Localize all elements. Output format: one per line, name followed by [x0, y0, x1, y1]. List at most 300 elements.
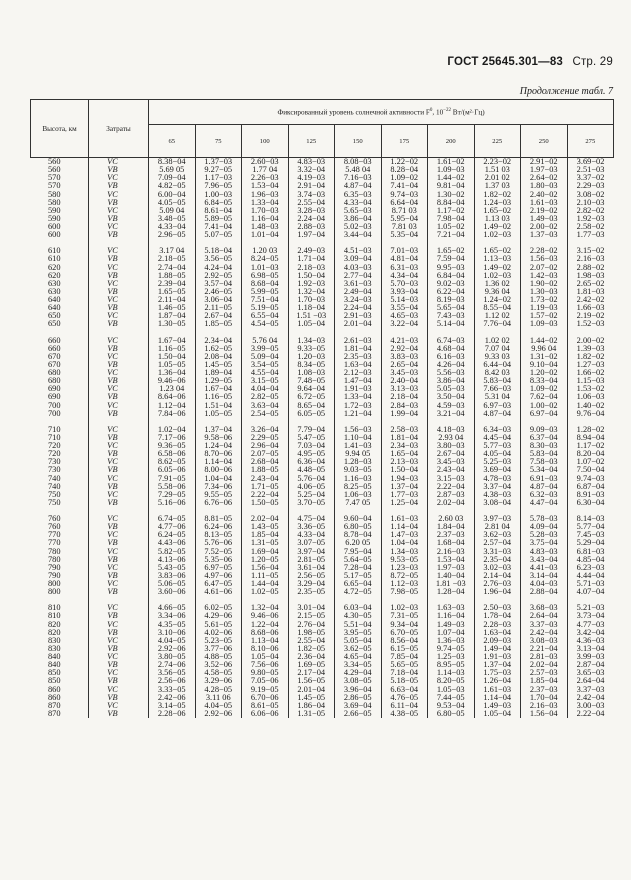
- value-cell: 3.06−04: [195, 296, 242, 304]
- value-cell: 3.36−05: [288, 523, 335, 531]
- value-cell: 3.56−05: [195, 255, 242, 263]
- value-cell: 1.15−03: [567, 377, 614, 385]
- value-cell: 2.46−05: [195, 288, 242, 296]
- value-cell: 3.24−03: [335, 296, 382, 304]
- height-cell: 730: [47, 457, 61, 467]
- value-cell: 3.68−03: [521, 604, 568, 612]
- value-cell: 6.98−05: [242, 272, 289, 280]
- value-cell: 3.60−06: [149, 588, 196, 596]
- value-cell: 1.09−02: [521, 385, 568, 393]
- value-cell: 1.36−04: [149, 369, 196, 377]
- value-cell: 3.48−05: [149, 215, 196, 223]
- value-cell: 2.01−04: [288, 686, 335, 694]
- value-cell: 5.25−03: [474, 458, 521, 466]
- value-cell: 4.87−04: [521, 483, 568, 491]
- value-cell: 2.81−05: [288, 556, 335, 564]
- value-cell: 4.33−04: [149, 223, 196, 231]
- flux-level-200: 200: [428, 125, 475, 158]
- cost-type-cell: VB: [89, 483, 149, 491]
- value-cell: 7.29−05: [149, 491, 196, 499]
- value-cell: 8.20−05: [428, 677, 475, 685]
- value-cell: 7.79−04: [288, 426, 335, 434]
- value-cell: 9.74−03: [381, 191, 428, 199]
- value-cell: 6.84−05: [195, 199, 242, 207]
- cost-type-cell: VB: [89, 393, 149, 401]
- value-cell: 1.49−02: [474, 264, 521, 272]
- cost-type-cell: VB: [89, 345, 149, 353]
- value-cell: 4.87−04: [474, 410, 521, 418]
- value-cell: 1.04−04: [195, 475, 242, 483]
- value-cell: 6.05−06: [149, 466, 196, 474]
- cost-type-cell: VC: [89, 369, 149, 377]
- value-cell: 1.02−03: [474, 272, 521, 280]
- value-cell: 6.70−06: [242, 694, 289, 702]
- cost-type-cell: VB: [89, 588, 149, 596]
- height-cell: 580: [47, 189, 61, 199]
- value-cell: 9.94 05: [335, 450, 382, 458]
- value-cell: 1.28−03: [335, 458, 382, 466]
- flux-level-225: 225: [474, 125, 521, 158]
- value-cell: 3.77−06: [195, 645, 242, 653]
- cost-type-cell: VC: [89, 280, 149, 288]
- value-cell: 4.47−04: [521, 499, 568, 507]
- value-cell: 5.17−05: [335, 572, 382, 580]
- value-cell: 5.65−04: [428, 304, 475, 312]
- value-cell: 4.95−05: [288, 450, 335, 458]
- value-cell: 3.63−04: [242, 402, 289, 410]
- value-cell: 2.43−04: [428, 466, 475, 474]
- value-cell: 5.65−03: [335, 207, 382, 215]
- value-cell: 3.14−05: [149, 702, 196, 710]
- value-cell: 6.24−06: [195, 523, 242, 531]
- value-cell: 1.72−03: [335, 402, 382, 410]
- value-cell: 8.08−03: [335, 158, 382, 167]
- value-cell: 2.11−04: [149, 296, 196, 304]
- cost-type-cell: VC: [89, 337, 149, 345]
- value-cell: 1.70−04: [521, 694, 568, 702]
- value-cell: 1.18−04: [288, 304, 335, 312]
- value-cell: 4.55−04: [242, 369, 289, 377]
- value-cell: 7.34−06: [195, 483, 242, 491]
- value-cell: 1.37−04: [474, 661, 521, 669]
- value-cell: 1.40−04: [428, 572, 475, 580]
- height-cell: 700: [47, 408, 61, 418]
- value-cell: 6.32−03: [521, 491, 568, 499]
- cost-type-cell: VC: [89, 458, 149, 466]
- cost-type-cell: VC: [89, 426, 149, 434]
- value-cell: 2.22−04: [567, 710, 614, 718]
- value-cell: 9.64−04: [288, 385, 335, 393]
- value-cell: 1.14−03: [428, 669, 475, 677]
- value-cell: 2.92−05: [195, 272, 242, 280]
- cost-type-cell: VC: [89, 531, 149, 539]
- value-cell: 2.18−05: [149, 255, 196, 263]
- value-cell: 1.31−05: [288, 710, 335, 718]
- value-cell: 8.13−05: [195, 531, 242, 539]
- value-cell: 2.02−04: [428, 499, 475, 507]
- value-cell: 3.96−04: [335, 686, 382, 694]
- value-cell: 4.48−05: [288, 466, 335, 474]
- value-cell: 1.53−04: [428, 556, 475, 564]
- value-cell: 8.56−04: [381, 637, 428, 645]
- value-cell: 1.09−03: [428, 166, 475, 174]
- value-cell: 3.08−05: [335, 677, 382, 685]
- value-cell: 2.19−02: [521, 207, 568, 215]
- value-cell: 1.71−05: [242, 483, 289, 491]
- cost-type-cell: VB: [89, 320, 149, 328]
- cost-type-cell: VB: [89, 199, 149, 207]
- value-cell: 4.30−05: [335, 612, 382, 620]
- value-cell: 4.41−03: [521, 564, 568, 572]
- cost-type-cell: VB: [89, 304, 149, 312]
- value-cell: 1.99−04: [381, 410, 428, 418]
- value-cell: 6.74−03: [428, 337, 475, 345]
- height-cell: 650: [47, 311, 61, 321]
- cost-type-cell: VC: [89, 515, 149, 523]
- value-cell: 3.55−04: [381, 304, 428, 312]
- value-cell: 1.22−04: [242, 621, 289, 629]
- value-cell: 9.03−05: [335, 466, 382, 474]
- page-header: [447, 56, 613, 68]
- value-cell: 2.28−02: [521, 247, 568, 255]
- value-cell: 4.07−04: [567, 588, 614, 596]
- value-cell: 2.65−02: [567, 280, 614, 288]
- value-cell: 1.91−03: [474, 653, 521, 661]
- value-cell: 1.57−02: [521, 312, 568, 320]
- cost-type-cell: VC: [89, 475, 149, 483]
- value-cell: 3.80−03: [428, 442, 475, 450]
- value-cell: 3.09−04: [335, 255, 382, 263]
- value-cell: 2.58−02: [567, 223, 614, 231]
- value-cell: 2.61−03: [335, 337, 382, 345]
- value-cell: 3.17 04: [149, 247, 196, 255]
- value-cell: 3.28−03: [288, 207, 335, 215]
- value-cell: 4.43−06: [149, 539, 196, 547]
- value-cell: 8.91−03: [567, 491, 614, 499]
- value-cell: 2.49−04: [335, 288, 382, 296]
- value-cell: 1.82−05: [288, 645, 335, 653]
- value-cell: 6.70−05: [381, 629, 428, 637]
- value-cell: 2.77−04: [335, 272, 382, 280]
- height-cell: 710: [47, 424, 61, 434]
- value-cell: 4.87−04: [335, 182, 382, 190]
- value-cell: 1.16−04: [242, 215, 289, 223]
- cost-type-cell: VB: [89, 694, 149, 702]
- value-cell: 7.58−03: [521, 458, 568, 466]
- value-cell: 6.80−05: [428, 710, 475, 718]
- value-cell: 8.34−05: [288, 361, 335, 369]
- cost-type-cell: VC: [89, 207, 149, 215]
- value-cell: 4.02−06: [195, 629, 242, 637]
- value-cell: 6.23−03: [567, 564, 614, 572]
- value-cell: 2.84−03: [381, 402, 428, 410]
- value-cell: 1.01−04: [242, 231, 289, 239]
- value-cell: 2.67−04: [428, 450, 475, 458]
- value-cell: 1.23 04: [149, 385, 196, 393]
- value-cell: 1.84−04: [428, 523, 475, 531]
- value-cell: 1.25−03: [428, 653, 475, 661]
- height-cell: 830: [47, 643, 61, 653]
- value-cell: 1.06−03: [335, 491, 382, 499]
- value-cell: 3.31−03: [474, 548, 521, 556]
- value-cell: 1.24−04: [195, 442, 242, 450]
- value-cell: 5.35−06: [195, 556, 242, 564]
- value-cell: 4.04−04: [242, 385, 289, 393]
- value-cell: 1.63−03: [428, 604, 475, 612]
- height-cell: 720: [47, 449, 61, 459]
- value-cell: 1.56−03: [335, 426, 382, 434]
- value-cell: 1.97−04: [288, 231, 335, 239]
- height-cell: 590: [47, 213, 61, 223]
- value-cell: 1.09−02: [381, 174, 428, 182]
- value-cell: 5.83−04: [521, 450, 568, 458]
- value-cell: 7.17−06: [149, 434, 196, 442]
- value-cell: 6.20 05: [335, 539, 382, 547]
- height-cell: 740: [47, 473, 61, 483]
- cost-type-cell: VC: [89, 653, 149, 661]
- value-cell: 3.69−02: [567, 158, 614, 167]
- cost-type-cell: VB: [89, 255, 149, 263]
- value-cell: 1.67−04: [149, 337, 196, 345]
- value-cell: 1.49−03: [474, 702, 521, 710]
- value-cell: 2.28−03: [474, 621, 521, 629]
- value-cell: 6.44−04: [474, 361, 521, 369]
- value-cell: 6.02−05: [195, 604, 242, 612]
- value-cell: 8.78−04: [335, 531, 382, 539]
- value-cell: 3.97−03: [474, 515, 521, 523]
- cost-type-cell: VB: [89, 410, 149, 418]
- value-cell: 6.87−04: [567, 483, 614, 491]
- value-cell: 1.05−04: [474, 710, 521, 718]
- cost-type-cell: VC: [89, 264, 149, 272]
- value-cell: 8.68−04: [242, 280, 289, 288]
- cost-type-cell: VB: [89, 710, 149, 718]
- value-cell: 1.56−03: [521, 255, 568, 263]
- value-cell: 9.36−05: [149, 442, 196, 450]
- value-cell: 6.72−05: [288, 393, 335, 401]
- value-cell: 1.44−04: [242, 580, 289, 588]
- value-cell: 4.38−05: [381, 710, 428, 718]
- value-cell: 5.58−06: [149, 483, 196, 491]
- value-cell: 1.12 02: [474, 312, 521, 320]
- value-cell: 2.13−03: [381, 458, 428, 466]
- value-cell: 4.75−04: [288, 515, 335, 523]
- cost-type-cell: VC: [89, 312, 149, 320]
- height-cell: 690: [47, 392, 61, 402]
- value-cell: 1.47−04: [335, 377, 382, 385]
- value-cell: 3.99−03: [567, 653, 614, 661]
- value-cell: 1.37−03: [195, 158, 242, 167]
- value-cell: 1.20−02: [521, 369, 568, 377]
- value-cell: 1.81−03: [567, 288, 614, 296]
- value-cell: 3.34−06: [149, 612, 196, 620]
- value-cell: 1.92−03: [288, 280, 335, 288]
- value-cell: 2.65−04: [381, 361, 428, 369]
- value-cell: 4.51−03: [335, 247, 382, 255]
- value-cell: 4.68−04: [428, 345, 475, 353]
- cost-type-cell: VC: [89, 580, 149, 588]
- value-cell: 6.97−04: [521, 410, 568, 418]
- value-cell: 6.30−04: [567, 499, 614, 507]
- value-cell: 1.65−02: [428, 247, 475, 255]
- value-cell: 1.49−02: [474, 223, 521, 231]
- value-cell: 9.36 04: [474, 288, 521, 296]
- value-cell: 1.51 03: [474, 166, 521, 174]
- value-cell: 8.94−04: [567, 434, 614, 442]
- height-cell: 780: [47, 546, 61, 556]
- value-cell: 1.04−04: [381, 539, 428, 547]
- value-cell: 3.54−05: [242, 361, 289, 369]
- value-cell: 3.08−02: [567, 191, 614, 199]
- value-cell: 6.76−06: [195, 499, 242, 507]
- value-cell: 5.47−05: [288, 434, 335, 442]
- value-cell: 1.50−04: [288, 272, 335, 280]
- value-cell: 1.61−03: [381, 515, 428, 523]
- value-cell: 1.66−02: [567, 369, 614, 377]
- value-cell: 6.24−05: [149, 531, 196, 539]
- value-cell: 1.98−05: [288, 629, 335, 637]
- value-cell: 2.92−04: [381, 345, 428, 353]
- value-cell: 1.30−05: [149, 320, 196, 328]
- value-cell: 1.05−04: [288, 320, 335, 328]
- height-cell: 860: [47, 684, 61, 694]
- value-cell: 2.11−05: [195, 304, 242, 312]
- value-cell: 2.16−03: [567, 255, 614, 263]
- value-cell: 2.76−04: [288, 621, 335, 629]
- value-cell: 6.65−04: [335, 580, 382, 588]
- cost-type-cell: VB: [89, 377, 149, 385]
- height-cell: 800: [47, 587, 61, 597]
- height-cell: 670: [47, 351, 61, 361]
- value-cell: 1.94−03: [381, 475, 428, 483]
- value-cell: 3.21−04: [428, 410, 475, 418]
- value-cell: 1.34−03: [288, 337, 335, 345]
- value-cell: 1.33−04: [335, 393, 382, 401]
- value-cell: 9.53−05: [381, 556, 428, 564]
- value-cell: 2.16−03: [521, 702, 568, 710]
- value-cell: 4.05−05: [149, 199, 196, 207]
- value-cell: 9.33−05: [288, 345, 335, 353]
- height-column-header: Высота, км: [31, 100, 89, 158]
- value-cell: 9.33 03: [474, 353, 521, 361]
- value-cell: 2.07−05: [242, 450, 289, 458]
- value-cell: 1.40−02: [567, 402, 614, 410]
- value-cell: 2.92−06: [195, 710, 242, 718]
- value-cell: 1.85−05: [195, 320, 242, 328]
- value-cell: 2.02−04: [521, 661, 568, 669]
- value-cell: 4.76−05: [381, 694, 428, 702]
- value-cell: 1.44−02: [521, 337, 568, 345]
- height-cell: 650: [47, 319, 61, 329]
- value-cell: 4.97−06: [195, 572, 242, 580]
- cost-type-cell: VB: [89, 556, 149, 564]
- value-cell: 1.88−05: [149, 272, 196, 280]
- value-cell: 3.75−04: [521, 539, 568, 547]
- value-cell: 1.24−02: [474, 296, 521, 304]
- value-cell: 1.75−03: [474, 669, 521, 677]
- value-cell: 7.09−04: [149, 174, 196, 182]
- value-cell: 1.23−03: [381, 564, 428, 572]
- value-cell: 5.23−05: [195, 637, 242, 645]
- value-cell: 1.24−03: [474, 199, 521, 207]
- value-cell: 2.19−02: [567, 312, 614, 320]
- value-cell: 1.67−04: [195, 385, 242, 393]
- value-cell: 7.44−05: [428, 694, 475, 702]
- height-cell: 730: [47, 465, 61, 475]
- value-cell: 4.06−05: [288, 483, 335, 491]
- value-cell: 2.17−04: [288, 669, 335, 677]
- value-cell: 2.23−02: [474, 158, 521, 167]
- value-cell: 7.45−03: [567, 531, 614, 539]
- value-cell: 9.27−05: [195, 166, 242, 174]
- value-cell: 8.72−05: [381, 572, 428, 580]
- value-cell: 5.78−03: [521, 515, 568, 523]
- value-cell: 1.69−04: [242, 548, 289, 556]
- value-cell: 1.97−03: [521, 166, 568, 174]
- value-cell: 4.33−04: [335, 199, 382, 207]
- value-cell: 3.07−05: [288, 539, 335, 547]
- value-cell: 2.74−06: [149, 661, 196, 669]
- flux-level-275: 275: [567, 125, 614, 158]
- value-cell: 4.04−05: [149, 637, 196, 645]
- value-cell: 9.74−03: [567, 475, 614, 483]
- value-cell: 9.10−04: [521, 361, 568, 369]
- cost-type-cell: VB: [89, 612, 149, 620]
- value-cell: 1.53−02: [567, 385, 614, 393]
- value-cell: 2.42−04: [521, 629, 568, 637]
- value-cell: 1.02−03: [474, 231, 521, 239]
- height-cell: 620: [47, 270, 61, 280]
- value-cell: 1.77 04: [242, 166, 289, 174]
- value-cell: 2.40−02: [521, 191, 568, 199]
- value-cell: 7.50−04: [567, 466, 614, 474]
- value-cell: 1.56−04: [242, 564, 289, 572]
- value-cell: 2.02−04: [242, 515, 289, 523]
- value-cell: 2.55−04: [288, 199, 335, 207]
- value-cell: 2.36−04: [288, 653, 335, 661]
- value-cell: 6.05−05: [288, 410, 335, 418]
- height-cell: 770: [47, 530, 61, 540]
- value-cell: 3.52−06: [195, 661, 242, 669]
- value-cell: 7.66−03: [474, 385, 521, 393]
- value-cell: 1.14−04: [381, 523, 428, 531]
- height-cell: 790: [47, 570, 61, 580]
- value-cell: 6.81−03: [567, 548, 614, 556]
- value-cell: 3.15−02: [567, 247, 614, 255]
- flux-label: Фиксированный уровень солнечной активности F: [277, 108, 430, 117]
- value-cell: 4.18−03: [428, 426, 475, 434]
- value-cell: 1.51 −03: [288, 312, 335, 320]
- value-cell: 4.05−04: [474, 450, 521, 458]
- value-cell: 3.74−03: [288, 191, 335, 199]
- cost-type-cell: VB: [89, 215, 149, 223]
- value-cell: 3.22−04: [381, 320, 428, 328]
- value-cell: 4.29−04: [335, 669, 382, 677]
- value-cell: 2.26−03: [242, 174, 289, 182]
- table-row: [31, 499, 614, 507]
- value-cell: 6.47−05: [195, 580, 242, 588]
- value-cell: 4.45−04: [474, 434, 521, 442]
- value-cell: 5.76−06: [195, 539, 242, 547]
- value-cell: 3.32−04: [288, 166, 335, 174]
- value-cell: 9.80−05: [242, 669, 289, 677]
- value-cell: 2.00−02: [567, 337, 614, 345]
- height-cell: 820: [47, 619, 61, 629]
- value-cell: 3.97−04: [288, 548, 335, 556]
- value-cell: 2.22−04: [428, 483, 475, 491]
- value-cell: 1.20 03: [242, 247, 289, 255]
- value-cell: 2.68−04: [242, 458, 289, 466]
